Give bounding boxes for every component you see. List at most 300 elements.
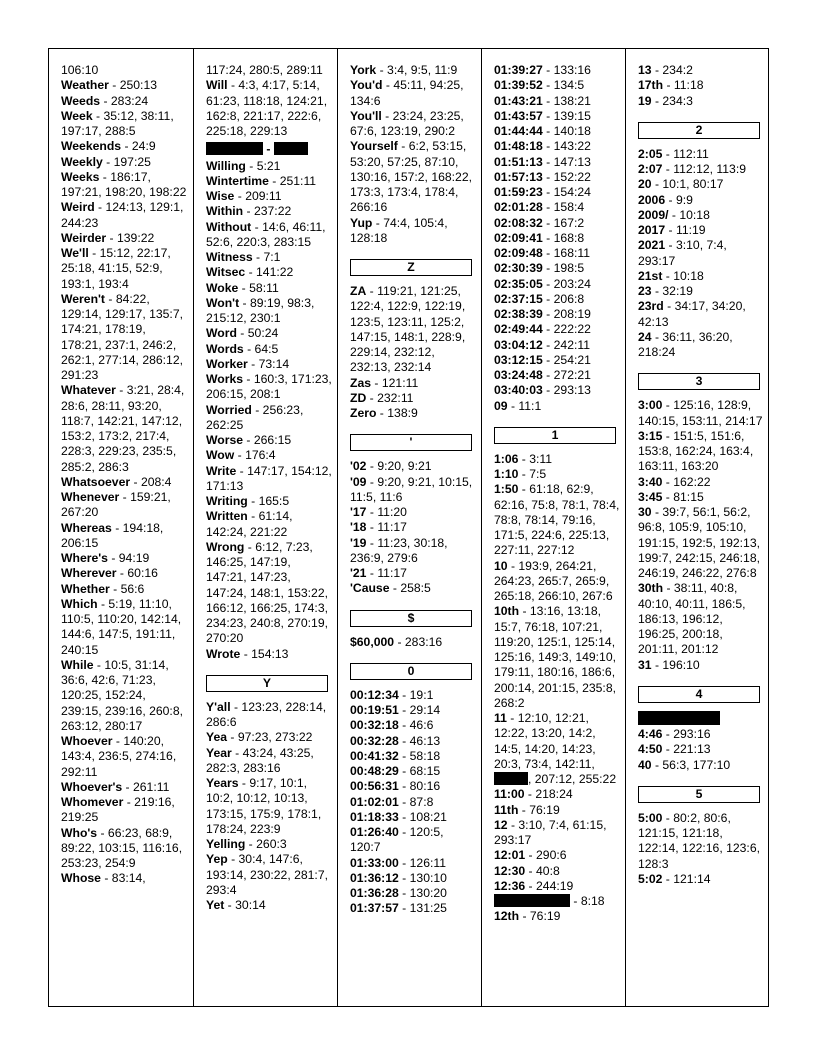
index-term: 02:01:28 [494, 200, 543, 215]
index-entry: 02:08:32 - 167:2 [494, 215, 585, 230]
index-page-refs: 13:16, 13:18, 15:7, 76:18, 107:21, 119:20, 125:1, 125:14, 125:16, 149:3, 149:10, 179:11, 180:16, 186:6, 200:14, 201:15, 235:8, 268:2 [494, 604, 616, 710]
index-term: 1:50 [494, 482, 519, 497]
index-term: 01:33:00 [350, 855, 399, 870]
index-entry: '02 - 9:20, 9:21 [350, 459, 432, 474]
index-entry: Works - 160:3, 171:23, 206:15, 208:1 [206, 372, 332, 402]
index-page-refs: 138:9 [387, 406, 418, 420]
index-entry: Weeks - 186:17, 197:21, 198:20, 198:22 [61, 169, 187, 199]
index-term: Zas [350, 375, 372, 390]
index-page-refs: 168:11 [553, 246, 591, 260]
index-page-refs: 283:24 [110, 93, 149, 108]
index-page-refs: 35:12, 38:11, 197:17, 288:5 [61, 108, 174, 138]
index-entry: Yelling - 260:3 [206, 837, 287, 851]
index-page-refs: 11:18 [673, 78, 704, 93]
index-entry: 12:36 - 244:19 [494, 878, 574, 893]
index-entry: Wherever - 60:16 [61, 566, 158, 581]
index-entry: 00:12:34 - 19:1 [350, 687, 434, 702]
index-entry: 5:00 - 80:2, 80:6, 121:15, 121:18, 122:14, 122:16, 123:6, 128:3 [638, 810, 760, 871]
index-page-refs: 139:15 [553, 108, 591, 123]
index-page-refs: 61:18, 62:9, 62:16, 75:8, 78:1, 78:4, 78:8, 78:14, 79:16, 171:5, 224:6, 225:13, 227:11, 227:12 [494, 482, 620, 558]
index-entry: 02:09:41 - 168:8 [494, 230, 585, 245]
index-entry: 00:19:51 - 29:14 [350, 703, 441, 717]
index-page-refs: 43:24, 43:25, 282:3, 283:16 [206, 745, 314, 775]
index-entry: 2:05 - 112:11 [638, 146, 709, 161]
index-entry: Weird - 124:13, 129:1, 244:23 [61, 200, 184, 230]
index-page-refs: 196:10 [662, 657, 700, 672]
index-page-refs: 50:24 [247, 326, 279, 341]
index-term: 40 [638, 757, 652, 772]
index-page-refs: 3:10, 7:4, 293:17 [638, 238, 727, 268]
index-page-refs: 159:21, 267:20 [61, 490, 171, 520]
index-page-refs: 222:22 [553, 322, 591, 337]
index-page-refs: , 207:12, 255:22 [528, 772, 617, 786]
index-entry: 13 - 234:2 [638, 63, 693, 77]
index-entry: 23rd - 34:17, 34:20, 42:13 [638, 299, 746, 329]
section-letter-header: 2 [638, 122, 760, 139]
index-term: 03:12:15 [494, 352, 543, 367]
index-entry: 1:50 - 61:18, 62:9, 62:16, 75:8, 78:1, 78:4, 78:8, 78:14, 79:16, 171:5, 224:6, 225:13, 227:11, 227:12 [494, 482, 620, 558]
index-entry: Whose - 83:14, [61, 871, 146, 886]
index-term: 01:43:21 [494, 93, 543, 108]
index-page-refs: 80:2, 80:6, 121:15, 121:18, 122:14, 122:16, 123:6, 128:3 [638, 810, 760, 871]
index-page-refs: 11:17 [377, 566, 407, 580]
index-term: 02:09:41 [494, 230, 543, 245]
index-entry: 01:39:52 - 134:5 [494, 78, 585, 93]
index-page-refs: 266:15 [253, 433, 292, 447]
index-term: 12th [494, 909, 520, 924]
index-entry: We'll - 15:12, 22:17, 25:18, 41:15, 52:9, 193:1, 193:4 [61, 246, 171, 291]
index-column-2 [193, 49, 337, 1006]
index-term: 00:32:28 [350, 733, 399, 748]
index-entry: 00:56:31 - 80:16 [350, 779, 441, 794]
index-term: Words [206, 341, 244, 356]
index-page-refs: 7:5 [529, 467, 547, 481]
index-entry: 2009/ - 10:18 [638, 207, 710, 222]
index-term: 00:48:29 [350, 764, 399, 778]
index-page-refs: 218:24 [535, 787, 573, 802]
index-entry: 00:32:28 - 46:13 [350, 733, 441, 748]
index-term: Whenever [61, 490, 120, 504]
index-entry: '17 - 11:20 [350, 505, 407, 519]
index-term: 4:50 [638, 742, 663, 757]
index-term: Weirder [61, 230, 107, 245]
index-entry: '09 - 9:20, 9:21, 10:15, 11:5, 11:6 [350, 474, 473, 504]
index-page-refs: 261:11 [133, 779, 170, 794]
index-entry: 31 - 196:10 [638, 657, 700, 672]
index-term: 10 [494, 558, 508, 573]
index-term: '17 [350, 505, 367, 519]
index-page-refs: 123:23, 228:14, 286:6 [206, 699, 327, 729]
index-page-refs: 283:16 [404, 634, 443, 649]
index-term: 2021 [638, 238, 666, 253]
index-page-refs: 131:25 [409, 901, 447, 916]
index-entry: 02:01:28 - 158:4 [494, 200, 585, 215]
index-term: 5:02 [638, 871, 663, 886]
index-term: '18 [350, 520, 367, 535]
index-term: Yourself [350, 139, 398, 154]
index-page-refs: 139:22 [117, 230, 155, 245]
index-entry: Write - 147:17, 154:12, 171:13 [206, 463, 332, 493]
index-term: 03:04:12 [494, 337, 543, 352]
index-term: 12:01 [494, 848, 526, 863]
index-entry [61, 63, 189, 78]
index-entry [638, 711, 764, 727]
index-page-refs: 167:2 [553, 215, 585, 230]
index-entry: Witsec - 141:22 [206, 265, 294, 280]
index-term: Whomever [61, 795, 124, 809]
index-term: You'll [350, 108, 382, 123]
index-entry: 1:06 - 3:11 [494, 451, 553, 466]
index-entry: 4:50 - 221:13 [638, 742, 711, 757]
index-entry: 01:44:44 - 140:18 [494, 124, 591, 138]
index-page-refs: 66:23, 68:9, 89:22, 103:15, 116:16, 253:23, 254:9 [61, 825, 183, 870]
index-entry: 'Cause - 258:5 [350, 581, 431, 596]
index-term: Woke [206, 280, 239, 295]
index-term: Y'all [206, 699, 231, 714]
index-page-refs: 209:11 [245, 189, 282, 203]
index-term: 01:57:13 [494, 169, 543, 184]
index-term: 4:46 [638, 727, 663, 741]
index-page-refs: 12:10, 12:21, 12:22, 13:20, 14:2, 14:5, 14:20, 14:23, 20:3, 73:4, 142:11, [494, 711, 596, 771]
index-term: 01:36:28 [350, 886, 399, 900]
index-page-refs: 68:15 [409, 764, 441, 778]
index-entry: Weeds - 283:24 [61, 93, 149, 108]
index-term: Years [206, 776, 239, 790]
index-page-refs: 134:5 [553, 78, 585, 93]
redaction-bar [494, 894, 570, 907]
index-page-refs: 242:11 [553, 337, 591, 352]
index-page-refs: 186:17, 197:21, 198:20, 198:22 [61, 169, 187, 199]
index-entry: 02:35:05 - 203:24 [494, 276, 591, 291]
index-entry: 12 - 3:10, 7:4, 61:15, 293:17 [494, 817, 607, 847]
index-page-refs: 140:20, 143:4, 236:5, 274:16, 292:11 [61, 734, 177, 779]
index-page-refs: 36:11, 36:20, 218:24 [638, 329, 733, 359]
index-term: 11 [494, 711, 507, 725]
index-term: Whatever [61, 383, 116, 398]
index-term: Wrong [206, 539, 245, 554]
index-term: Yea [206, 730, 228, 745]
index-page-refs: 3:10, 7:4, 61:15, 293:17 [494, 817, 607, 847]
index-entry: Whatever - 3:21, 28:4, 28:6, 28:11, 93:20, 118:7, 142:21, 147:12, 153:2, 173:2, 217:4, 228:3, 229:23, 235:5, 285:2, 286:3 [61, 383, 185, 474]
index-term: 00:41:32 [350, 748, 399, 763]
index-entry: 21st - 10:18 [638, 268, 704, 283]
index-term: Weren't [61, 291, 105, 306]
index-page-refs: 293:13 [553, 383, 591, 398]
index-term: Wow [206, 448, 235, 463]
index-term: Within [206, 204, 244, 219]
index-entry: 01:18:33 - 108:21 [350, 809, 447, 824]
index-entry: Whoever's - 261:11 [61, 779, 170, 794]
redaction-bar [274, 142, 308, 155]
section-letter-header: 4 [638, 686, 760, 703]
index-page-refs: 125:16, 128:9, 140:15, 153:11, 214:17 [638, 398, 763, 428]
index-entry: Word - 50:24 [206, 326, 279, 341]
index-page-refs: 256:23, 262:25 [206, 402, 304, 432]
index-term: Worker [206, 356, 248, 371]
index-term: 02:08:32 [494, 215, 543, 230]
index-page-refs: 208:19 [553, 307, 591, 321]
index-entry: You'd - 45:11, 94:25, 134:6 [350, 78, 464, 108]
index-term: Whoever's [61, 779, 123, 794]
index-term: 02:30:39 [494, 261, 543, 276]
index-page-refs: 9:20, 9:21, 10:15, 11:5, 11:6 [350, 474, 473, 504]
index-term: 21st [638, 268, 663, 283]
index-page-refs: 162:22 [673, 474, 711, 489]
index-term: Write [206, 463, 237, 478]
index-entry: Worried - 256:23, 262:25 [206, 402, 304, 432]
index-entry: 3:00 - 125:16, 128:9, 140:15, 153:11, 214:17 [638, 398, 763, 428]
index-page-refs: 23:24, 23:25, 67:6, 123:19, 290:2 [350, 108, 464, 138]
index-entry: Wrote - 154:13 [206, 646, 289, 661]
index-entry: 01:36:12 - 130:10 [350, 870, 447, 885]
index-entry: 00:48:29 - 68:15 [350, 764, 441, 778]
index-page-refs: 40:8 [536, 863, 560, 878]
index-page-refs: 76:19 [529, 909, 561, 924]
index-entry: Where's - 94:19 [61, 551, 150, 565]
index-page-refs: 5:21 [256, 158, 281, 173]
index-term: Wherever [61, 566, 117, 581]
index-page-refs: 154:13 [251, 646, 289, 661]
index-page-refs: 234:2 [662, 63, 693, 77]
index-term: You'd [350, 78, 383, 93]
index-entry: York - 3:4, 9:5, 11:9 [350, 63, 458, 77]
index-page-refs: 89:19, 98:3, 215:12, 230:1 [206, 295, 315, 325]
index-term: '02 [350, 459, 367, 474]
index-term: 2009/ [638, 207, 669, 222]
index-term: 2:05 [638, 146, 663, 161]
index-term: ZD [350, 390, 367, 405]
index-term: $60,000 [350, 634, 395, 649]
index-term: 3:15 [638, 428, 663, 443]
index-term: Written [206, 509, 248, 524]
index-term: 02:09:48 [494, 246, 543, 260]
index-entry: 2006 - 9:9 [638, 192, 693, 207]
index-page-refs: 194:18, 206:15 [61, 520, 164, 550]
index-term: 01:02:01 [350, 794, 399, 809]
index-page-refs: 8:18 [580, 894, 605, 908]
index-page-refs: 6:2, 53:15, 53:20, 57:25, 87:10, 130:16, 157:2, 168:22, 173:3, 173:4, 178:4, 266:16 [350, 139, 472, 215]
index-term: 11th [494, 802, 519, 817]
index-entry: 02:30:39 - 198:5 [494, 261, 585, 276]
index-page-refs: 203:24 [553, 276, 591, 291]
index-column-3 [337, 49, 481, 1006]
index-page-refs: 112:12, 113:9 [673, 162, 746, 176]
index-page-refs: 4:3, 4:17, 5:14, 61:23, 118:18, 124:21, 162:8, 221:17, 222:6, 225:18, 229:13 [206, 78, 328, 138]
index-term: '09 [350, 474, 367, 489]
index-term: 09 [494, 398, 508, 413]
index-page-refs: 121:14 [673, 871, 711, 886]
index-page-refs: 15:12, 22:17, 25:18, 41:15, 52:9, 193:1, 193:4 [61, 246, 171, 291]
index-term: 5:00 [638, 810, 663, 825]
index-page-refs: 39:7, 56:1, 56:2, 96:8, 105:9, 105:10, 191:15, 192:5, 192:13, 199:7, 242:15, 246:18, 246:19, 246:22, 276:8 [638, 505, 760, 580]
index-entry: 01:43:21 - 138:21 [494, 93, 591, 108]
index-page-refs: 84:22, 129:14, 129:17, 135:7, 174:21, 178:19, 178:21, 237:1, 246:2, 262:1, 277:14, 286:12, 291:23 [61, 291, 183, 382]
index-page-refs: 6:12, 7:23, 146:25, 147:19, 147:21, 147:23, 147:24, 148:1, 153:22, 166:12, 166:25, 174:3, 234:23, 240:8, 270:19, 270:20 [206, 539, 328, 646]
index-entry: 30th - 38:11, 40:8, 40:10, 40:11, 186:5, 186:13, 196:12, 196:25, 200:18, 201:11, 201:12 [638, 581, 746, 657]
index-entry: 01:57:13 - 152:22 [494, 169, 591, 184]
index-entry: Whether - 56:6 [61, 581, 145, 596]
index-term: Without [206, 219, 252, 234]
index-entry: Years - 9:17, 10:1, 10:2, 10:12, 10:13, 173:15, 175:9, 178:1, 178:24, 223:9 [206, 776, 322, 836]
index-entry: 01:51:13 - 147:13 [494, 154, 591, 169]
index-entry: 11th - 76:19 [494, 802, 560, 817]
index-term: 3:40 [638, 474, 663, 489]
index-page-refs: 120:5, 120:7 [350, 825, 444, 855]
index-page-refs: 154:24 [553, 185, 591, 199]
index-entry: 01:37:57 - 131:25 [350, 901, 447, 916]
index-entry: Whomever - 219:16, 219:25 [61, 795, 175, 825]
index-page-refs: 97:23, 273:22 [237, 730, 313, 745]
index-page-refs: 244:19 [536, 878, 574, 893]
index-term: 31 [638, 657, 652, 672]
index-entry: Zero - 138:9 [350, 406, 418, 420]
index-term: 01:37:57 [350, 901, 399, 916]
index-term: 11:00 [494, 787, 525, 802]
index-page-refs: 176:4 [245, 448, 276, 463]
index-page-refs: 250:13 [119, 78, 157, 93]
index-term: 00:19:51 [350, 703, 399, 717]
index-page-refs: 232:11 [377, 390, 414, 405]
index-entry: 2017 - 11:19 [638, 223, 706, 237]
index-entry: 00:32:18 - 46:6 [350, 718, 434, 733]
index-term: Weird [61, 200, 95, 215]
index-entry: 02:49:44 - 222:22 [494, 322, 591, 337]
index-page-refs: 10:18 [673, 268, 704, 283]
index-entry: Within - 237:22 [206, 204, 292, 219]
index-term: Weather [61, 78, 109, 93]
index-page-refs: 106:10 [61, 63, 99, 77]
index-page-refs: 130:10 [409, 870, 447, 885]
index-page-refs: 258:5 [400, 581, 431, 596]
index-term: 19 [638, 93, 652, 108]
index-entry: 3:40 - 162:22 [638, 474, 711, 489]
section-letter-header: 5 [638, 786, 760, 803]
redaction-bar [206, 142, 263, 155]
index-page-refs: 10:18 [679, 207, 710, 222]
index-page-refs: 80:16 [409, 779, 441, 794]
index-entry: 01:48:18 - 143:22 [494, 139, 591, 154]
index-entry: 24 - 36:11, 36:20, 218:24 [638, 329, 733, 359]
index-entry: 5:02 - 121:14 [638, 871, 711, 886]
index-entry: 00:41:32 - 58:18 [350, 748, 441, 763]
index-entry [494, 772, 621, 787]
index-page-refs: 290:6 [536, 848, 567, 863]
index-entry: Whatsoever - 208:4 [61, 474, 172, 489]
index-entry: 11:00 - 218:24 [494, 787, 573, 802]
section-letter-header: 3 [638, 373, 760, 390]
index-term: Whereas [61, 520, 112, 535]
index-term: Yup [350, 215, 373, 230]
index-page-refs: 30:14 [235, 898, 266, 912]
index-page-refs: 32:19 [662, 284, 693, 298]
index-entry: 17th - 11:18 [638, 78, 704, 93]
index-page-refs: 73:14 [258, 356, 290, 371]
index-entry: '21 - 11:17 [350, 566, 407, 580]
index-term: 01:26:40 [350, 825, 399, 839]
index-entry: Won't - 89:19, 98:3, 215:12, 230:1 [206, 295, 315, 325]
index-entry [206, 63, 333, 78]
index-term: Will [206, 78, 228, 93]
index-term: Witsec [206, 265, 246, 280]
index-entry: 2:07 - 112:12, 113:9 [638, 162, 746, 176]
index-entry: 02:09:48 - 168:11 [494, 246, 591, 260]
index-entry: 01:33:00 - 126:11 [350, 855, 447, 870]
index-entry: Weirder - 139:22 [61, 230, 155, 245]
index-term: 2006 [638, 192, 666, 207]
index-term: 02:37:15 [494, 291, 543, 306]
index-term: 00:32:18 [350, 718, 399, 733]
index-page-refs: 147:13 [553, 154, 591, 169]
index-entry: 30 - 39:7, 56:1, 56:2, 96:8, 105:9, 105:10, 191:15, 192:5, 192:13, 199:7, 242:15, 246:18, 246:19, 246:22, 276:8 [638, 505, 760, 580]
index-entry: 09 - 11:1 [494, 398, 542, 413]
index-term: Whatsoever [61, 474, 131, 489]
index-page-refs: 151:5, 151:6, 153:8, 162:24, 163:4, 163:11, 163:20 [638, 428, 754, 474]
index-term: Yet [206, 898, 225, 912]
index-page-refs: 74:4, 105:4, 128:18 [350, 215, 448, 245]
index-term: Year [206, 745, 232, 760]
index-entry: - 8:18 [494, 894, 621, 909]
index-entry: 11 - 12:10, 12:21, 12:22, 13:20, 14:2, 14:5, 14:20, 14:23, 20:3, 73:4, 142:11, [494, 711, 596, 771]
index-term: Where's [61, 551, 108, 565]
index-page-refs: 81:15 [673, 489, 704, 504]
index-entry: 12:01 - 290:6 [494, 848, 567, 863]
index-entry: Who's - 66:23, 68:9, 89:22, 103:15, 116:16, 253:23, 254:9 [61, 825, 183, 870]
index-page-refs: 46:13 [409, 733, 441, 748]
index-entry: ZD - 232:11 [350, 390, 414, 405]
index-term: 01:36:12 [350, 870, 399, 885]
index-page-refs: 165:5 [258, 494, 290, 508]
index-page-refs: 11:17 [377, 520, 407, 535]
index-term: Writing [206, 494, 248, 508]
index-page-refs: 3:11 [529, 451, 553, 466]
index-term: 30 [638, 505, 652, 519]
index-term: York [350, 63, 377, 77]
index-page-refs: 10:5, 31:14, 36:6, 42:6, 71:23, 120:25, 152:24, 239:15, 239:16, 260:8, 263:12, 280:17 [61, 657, 183, 733]
index-entry: 10th - 13:16, 13:18, 15:7, 76:18, 107:21, 119:20, 125:1, 125:14, 125:16, 149:3, 149:10, 179:11, 180:16, 186:6, 200:14, 201:15, 235:8, 268:2 [494, 604, 616, 710]
index-page-refs: 56:3, 177:10 [662, 757, 731, 772]
index-term: 00:12:34 [350, 687, 399, 702]
index-term: Whoever [61, 734, 113, 748]
index-term: We'll [61, 246, 89, 260]
index-term: 01:43:57 [494, 108, 543, 123]
index-page-refs: 9:9 [675, 192, 693, 207]
index-term: Works [206, 372, 244, 386]
index-entry: Yup - 74:4, 105:4, 128:18 [350, 215, 448, 245]
index-entry: 3:15 - 151:5, 151:6, 153:8, 162:24, 163:4, 163:11, 163:20 [638, 428, 754, 474]
index-entry: Writing - 165:5 [206, 494, 290, 508]
index-term: Zero [350, 406, 377, 420]
section-letter-header: Y [206, 675, 328, 692]
index-page-refs: 126:11 [409, 855, 447, 870]
index-page-refs: 3:21, 28:4, 28:6, 28:11, 93:20, 118:7, 142:21, 147:12, 153:2, 173:2, 217:4, 228:3, 229:23, 235:5, 285:2, 286:3 [61, 383, 185, 474]
index-page-refs: 19:1 [409, 687, 434, 702]
index-page-refs: 152:22 [553, 169, 591, 184]
index-term: Yep [206, 852, 228, 867]
index-entry: Wow - 176:4 [206, 448, 276, 463]
index-term: Witness [206, 250, 253, 264]
index-term: Week [61, 108, 93, 123]
index-term: Word [206, 326, 237, 341]
index-term: 20 [638, 177, 652, 192]
index-entry: Y'all - 123:23, 228:14, 286:6 [206, 699, 327, 729]
index-term: 23 [638, 284, 652, 298]
index-term: Whose [61, 871, 101, 886]
index-page-refs: 293:16 [673, 727, 711, 741]
index-term: Willing [206, 158, 246, 173]
index-entry: 01:59:23 - 154:24 [494, 185, 591, 199]
index-page-refs: 112:11 [673, 146, 709, 161]
index-entry: 03:04:12 - 242:11 [494, 337, 591, 352]
